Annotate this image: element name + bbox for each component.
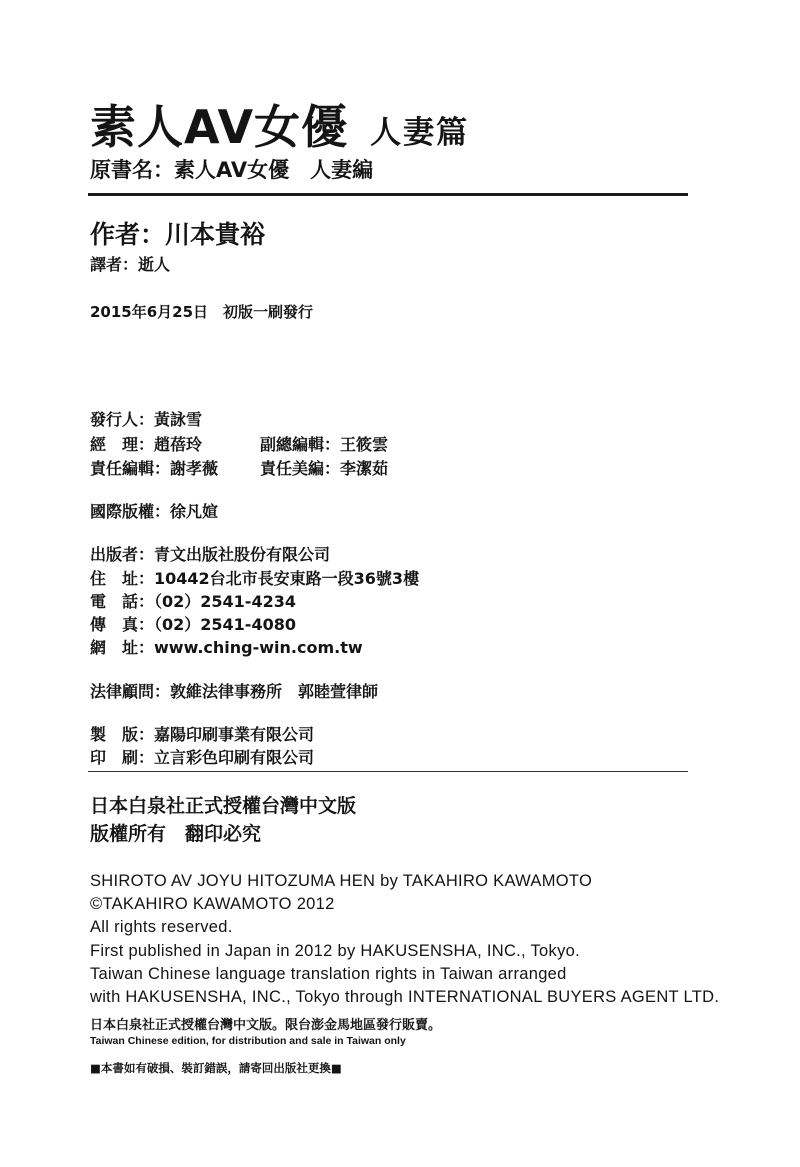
staff-extra: 責任美編：李潔茹 (260, 459, 389, 478)
publisher-name: 出版者：青文出版社股份有限公司 (90, 545, 331, 564)
publisher-website: 網 址：www.ching-win.com.tw (90, 638, 363, 657)
staff-label: 發行人：黃詠雪 (90, 410, 203, 429)
translator-line: 譯者：逝人 (90, 255, 171, 274)
book-title-main: 素人AV女優 (90, 100, 349, 154)
publisher-phone: 電 話：（02）2541-4234 (90, 592, 296, 611)
divider-thick (88, 193, 688, 196)
distribution-note-zh: 日本白泉社正式授權台灣中文版。限台澎金馬地區發行販賣。 (90, 1018, 442, 1033)
distribution-note-en: Taiwan Chinese edition, for distribution and sale in Taiwan only (90, 1035, 406, 1047)
publisher-fax: 傳 真：（02）2541-4080 (90, 615, 296, 634)
staff-row-publisher (90, 407, 202, 430)
edition-notice: 日本白泉社正式授權台灣中文版 (90, 795, 357, 817)
divider-thin (88, 771, 688, 772)
staff-label: 責任編輯：謝孝薇 (90, 459, 219, 478)
copyright-notice: 版權所有 翻印必究 (90, 823, 262, 845)
original-title: 原書名：素人AV女優 人妻編 (90, 158, 374, 182)
staff-row-manager (90, 432, 490, 455)
english-line: SHIROTO AV JOYU HITOZUMA HEN by TAKAHIRO KAWAMOTO (90, 872, 593, 890)
staff-label: 經 理：趙蓓玲 (90, 435, 203, 454)
staff-row-editor (90, 456, 490, 479)
legal-counsel: 法律顧問：敦維法律事務所 郭睦萱律師 (90, 682, 379, 701)
publisher-address: 住 址：10442台北市長安東路一段36號3樓 (90, 569, 420, 588)
staff-extra: 副總編輯：王筱雲 (260, 435, 389, 454)
publication-date: 2015年6月25日 初版一刷發行 (90, 303, 314, 321)
english-line: All rights reserved. (90, 918, 233, 936)
book-title-subtitle: 人妻篇 (370, 115, 470, 151)
plate-making: 製 版：嘉陽印刷事業有限公司 (90, 725, 315, 744)
english-line: Taiwan Chinese language translation rights in Taiwan arranged (90, 965, 567, 983)
book-title (90, 91, 469, 157)
english-line: ©TAKAHIRO KAWAMOTO 2012 (90, 895, 335, 913)
author-line: 作者：川本貴裕 (90, 220, 266, 249)
printer: 印 刷：立言彩色印刷有限公司 (90, 748, 315, 767)
english-line: First published in Japan in 2012 by HAKUSENSHA, INC., Tokyo. (90, 942, 580, 960)
english-line: with HAKUSENSHA, INC., Tokyo through INTERNATIONAL BUYERS AGENT LTD. (90, 988, 720, 1006)
return-notice: ■本書如有破損、裝訂錯誤，請寄回出版社更換■ (90, 1061, 342, 1075)
rights-manager: 國際版權：徐凡媗 (90, 502, 219, 521)
